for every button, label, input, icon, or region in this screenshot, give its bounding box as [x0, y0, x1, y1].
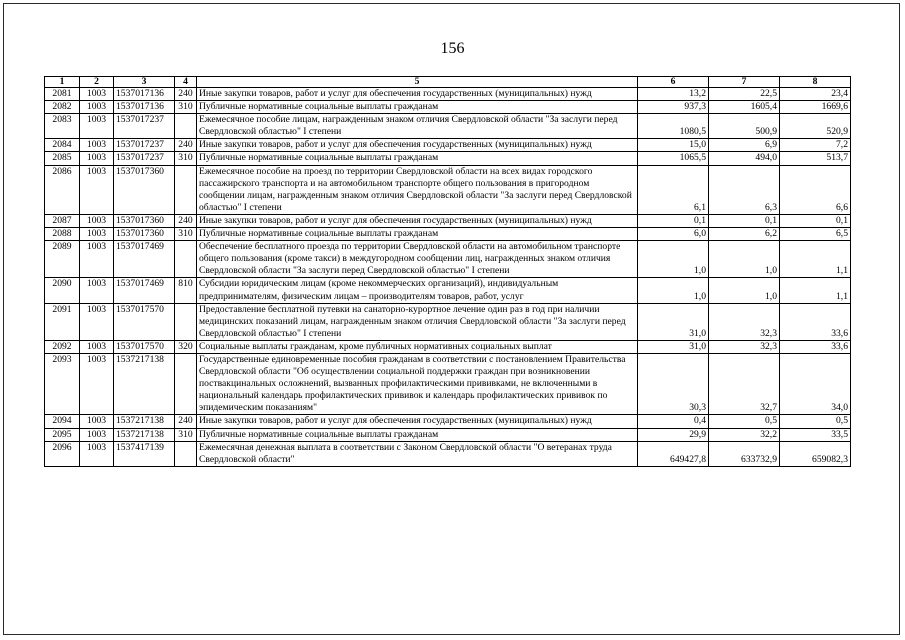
row-number-cell: 2088: [45, 228, 80, 241]
row-number-cell: 2081: [45, 88, 80, 101]
header-cell: 2: [80, 77, 114, 88]
expense-type-cell: 240: [175, 88, 197, 101]
description-cell: Государственные единовременные пособия гражданам в соответствии с постановлением Правительства Свердловской области "Об осуществлении социальной поддержки граждан при возникновении поствакцинальных осложнений, вызванных профилактическими прививками, не включенными в национальный календарь профилактических прививок и календарь профилактических прививок по эпидемическим показаниям": [197, 353, 638, 414]
expense-type-cell: 320: [175, 340, 197, 353]
section-code-cell: 1003: [80, 114, 114, 139]
amount-year3-cell: 0,1: [780, 214, 851, 227]
table-row: [45, 214, 851, 227]
amount-year3-cell: 1669,6: [780, 101, 851, 114]
target-code-cell: 1537017360: [114, 214, 175, 227]
amount-year2-cell: 500,9: [709, 114, 780, 139]
amount-year3-cell: 23,4: [780, 88, 851, 101]
table-row: [45, 228, 851, 241]
amount-year3-cell: 6,6: [780, 165, 851, 214]
header-cell: 8: [780, 77, 851, 88]
row-number-cell: 2086: [45, 165, 80, 214]
description-cell: Иные закупки товаров, работ и услуг для обеспечения государственных (муниципальных) нужд: [197, 88, 638, 101]
amount-year3-cell: 33,6: [780, 303, 851, 340]
description-cell: Субсидии юридическим лицам (кроме некоммерческих организаций), индивидуальным предпринимателям, физическим лицам – производителям товаров, работ, услуг: [197, 278, 638, 303]
amount-year3-cell: 0,5: [780, 415, 851, 428]
expense-type-cell: 810: [175, 278, 197, 303]
row-number-cell: 2084: [45, 139, 80, 152]
description-cell: Публичные нормативные социальные выплаты гражданам: [197, 228, 638, 241]
description-cell: Иные закупки товаров, работ и услуг для обеспечения государственных (муниципальных) нужд: [197, 139, 638, 152]
table-row: [45, 353, 851, 414]
amount-year2-cell: 1605,4: [709, 101, 780, 114]
amount-year1-cell: 30,3: [638, 353, 709, 414]
amount-year2-cell: 1,0: [709, 278, 780, 303]
amount-year1-cell: 31,0: [638, 303, 709, 340]
description-cell: Иные закупки товаров, работ и услуг для обеспечения государственных (муниципальных) нужд: [197, 214, 638, 227]
expense-type-cell: [175, 114, 197, 139]
section-code-cell: 1003: [80, 152, 114, 165]
amount-year1-cell: 6,0: [638, 228, 709, 241]
row-number-cell: 2082: [45, 101, 80, 114]
expense-type-cell: 240: [175, 139, 197, 152]
amount-year1-cell: 1065,5: [638, 152, 709, 165]
amount-year3-cell: 513,7: [780, 152, 851, 165]
amount-year2-cell: 32,3: [709, 303, 780, 340]
row-number-cell: 2094: [45, 415, 80, 428]
expense-type-cell: [175, 241, 197, 278]
target-code-cell: 1537017360: [114, 228, 175, 241]
amount-year1-cell: 13,2: [638, 88, 709, 101]
amount-year2-cell: 22,5: [709, 88, 780, 101]
expense-type-cell: 240: [175, 214, 197, 227]
row-number-cell: 2089: [45, 241, 80, 278]
target-code-cell: 1537017469: [114, 241, 175, 278]
amount-year2-cell: 633732,9: [709, 441, 780, 466]
section-code-cell: 1003: [80, 214, 114, 227]
expense-type-cell: [175, 303, 197, 340]
table-row: [45, 428, 851, 441]
amount-year2-cell: 32,2: [709, 428, 780, 441]
row-number-cell: 2093: [45, 353, 80, 414]
section-code-cell: 1003: [80, 165, 114, 214]
row-number-cell: 2085: [45, 152, 80, 165]
description-cell: Публичные нормативные социальные выплаты гражданам: [197, 428, 638, 441]
header-cell: 1: [45, 77, 80, 88]
description-cell: Иные закупки товаров, работ и услуг для обеспечения государственных (муниципальных) нужд: [197, 415, 638, 428]
target-code-cell: 1537417139: [114, 441, 175, 466]
amount-year1-cell: 649427,8: [638, 441, 709, 466]
amount-year2-cell: 1,0: [709, 241, 780, 278]
target-code-cell: 1537017570: [114, 303, 175, 340]
budget-table: [44, 76, 851, 467]
target-code-cell: 1537017570: [114, 340, 175, 353]
target-code-cell: 1537017469: [114, 278, 175, 303]
header-cell: 5: [197, 77, 638, 88]
table-row: [45, 415, 851, 428]
section-code-cell: 1003: [80, 228, 114, 241]
amount-year3-cell: 659082,3: [780, 441, 851, 466]
description-cell: Ежемесячное пособие лицам, награжденным знаком отличия Свердловской области "За заслуги перед Свердловской областью" I степени: [197, 114, 638, 139]
table-row: [45, 114, 851, 139]
amount-year1-cell: 0,4: [638, 415, 709, 428]
expense-type-cell: [175, 441, 197, 466]
target-code-cell: 1537017237: [114, 152, 175, 165]
amount-year1-cell: 0,1: [638, 214, 709, 227]
amount-year3-cell: 6,5: [780, 228, 851, 241]
description-cell: Обеспечение бесплатного проезда по территории Свердловской области на автомобильном транспорте общего пользования (кроме такси) в междугородном сообщении лиц, награжденных знаком отличия Свердловской области "За заслуги перед Свердловской областью" I степени: [197, 241, 638, 278]
section-code-cell: 1003: [80, 241, 114, 278]
table-row: [45, 152, 851, 165]
section-code-cell: 1003: [80, 415, 114, 428]
amount-year3-cell: 1,1: [780, 241, 851, 278]
amount-year1-cell: 6,1: [638, 165, 709, 214]
description-cell: Ежемесячное пособие на проезд по территории Свердловской области на всех видах городского пассажирского транспорта и на автомобильном транспорте общего пользования в пригородном сообщении лицам, награжденным знаком отличия Свердловской области "За заслуги перед Свердловской областью" I степени: [197, 165, 638, 214]
description-cell: Публичные нормативные социальные выплаты гражданам: [197, 152, 638, 165]
amount-year3-cell: 1,1: [780, 278, 851, 303]
amount-year1-cell: 31,0: [638, 340, 709, 353]
section-code-cell: 1003: [80, 139, 114, 152]
amount-year1-cell: 1,0: [638, 278, 709, 303]
amount-year1-cell: 1080,5: [638, 114, 709, 139]
amount-year2-cell: 32,7: [709, 353, 780, 414]
amount-year2-cell: 0,1: [709, 214, 780, 227]
section-code-cell: 1003: [80, 303, 114, 340]
amount-year3-cell: 33,6: [780, 340, 851, 353]
row-number-cell: 2092: [45, 340, 80, 353]
target-code-cell: 1537217138: [114, 428, 175, 441]
row-number-cell: 2087: [45, 214, 80, 227]
header-cell: 3: [114, 77, 175, 88]
amount-year1-cell: 15,0: [638, 139, 709, 152]
table-row: [45, 241, 851, 278]
amount-year1-cell: 29,9: [638, 428, 709, 441]
target-code-cell: 1537017237: [114, 114, 175, 139]
amount-year2-cell: 494,0: [709, 152, 780, 165]
section-code-cell: 1003: [80, 101, 114, 114]
target-code-cell: 1537217138: [114, 353, 175, 414]
amount-year3-cell: 33,5: [780, 428, 851, 441]
expense-type-cell: 310: [175, 152, 197, 165]
header-cell: 6: [638, 77, 709, 88]
section-code-cell: 1003: [80, 353, 114, 414]
expense-type-cell: 310: [175, 228, 197, 241]
row-number-cell: 2083: [45, 114, 80, 139]
amount-year1-cell: 1,0: [638, 241, 709, 278]
description-cell: Ежемесячная денежная выплата в соответствии с Законом Свердловской области "О ветеранах труда Свердловской области": [197, 441, 638, 466]
target-code-cell: 1537017360: [114, 165, 175, 214]
section-code-cell: 1003: [80, 441, 114, 466]
amount-year2-cell: 6,2: [709, 228, 780, 241]
amount-year1-cell: 937,3: [638, 101, 709, 114]
table-row: [45, 101, 851, 114]
header-cell: 4: [175, 77, 197, 88]
amount-year2-cell: 0,5: [709, 415, 780, 428]
expense-type-cell: 310: [175, 101, 197, 114]
row-number-cell: 2095: [45, 428, 80, 441]
expense-type-cell: 310: [175, 428, 197, 441]
amount-year2-cell: 6,3: [709, 165, 780, 214]
section-code-cell: 1003: [80, 278, 114, 303]
section-code-cell: 1003: [80, 88, 114, 101]
target-code-cell: 1537217138: [114, 415, 175, 428]
table-row: [45, 340, 851, 353]
header-row: [45, 77, 851, 88]
description-cell: Предоставление бесплатной путевки на санаторно-курортное лечение один раз в год при наличии медицинских показаний лицам, награжденным знаком отличия Свердловской области "За заслуги перед Свердловской областью" I степени: [197, 303, 638, 340]
expense-type-cell: [175, 353, 197, 414]
row-number-cell: 2096: [45, 441, 80, 466]
header-cell: 7: [709, 77, 780, 88]
target-code-cell: 1537017136: [114, 88, 175, 101]
expense-type-cell: 240: [175, 415, 197, 428]
amount-year3-cell: 7,2: [780, 139, 851, 152]
expense-type-cell: [175, 165, 197, 214]
amount-year2-cell: 32,3: [709, 340, 780, 353]
description-cell: Социальные выплаты гражданам, кроме публичных нормативных социальных выплат: [197, 340, 638, 353]
page-number: 156: [440, 40, 465, 57]
target-code-cell: 1537017136: [114, 101, 175, 114]
section-code-cell: 1003: [80, 340, 114, 353]
amount-year2-cell: 6,9: [709, 139, 780, 152]
amount-year3-cell: 520,9: [780, 114, 851, 139]
row-number-cell: 2091: [45, 303, 80, 340]
table-row: [45, 139, 851, 152]
table-row: [45, 303, 851, 340]
row-number-cell: 2090: [45, 278, 80, 303]
table-row: [45, 278, 851, 303]
amount-year3-cell: 34,0: [780, 353, 851, 414]
table-row: [45, 88, 851, 101]
target-code-cell: 1537017237: [114, 139, 175, 152]
section-code-cell: 1003: [80, 428, 114, 441]
table-row: [45, 441, 851, 466]
table-row: [45, 165, 851, 214]
description-cell: Публичные нормативные социальные выплаты гражданам: [197, 101, 638, 114]
